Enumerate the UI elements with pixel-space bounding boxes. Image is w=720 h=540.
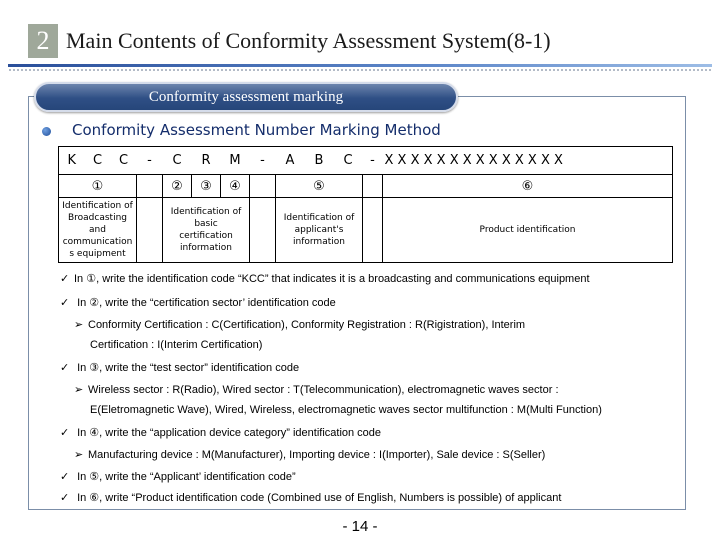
note-text: In ⑥, write “Product identification code (Combined use of English, Numbers is possible) of applicant [77,492,562,504]
description-cell: Identification of basic certification information [163,198,250,263]
note-check [60,426,381,439]
description-cell: Identification of applicant's information [276,198,363,263]
check-icon: ✓ [60,471,70,483]
note-arrow [74,448,545,461]
marker-6: ⑥ [383,175,673,198]
code-row [59,147,673,175]
blank-cell [250,175,276,198]
marker-2: ② [163,175,192,198]
note-text: In ⑤, write the “Applicant’ identification code” [77,471,296,483]
note-check [60,491,561,504]
code-cell: R [192,147,221,175]
note-arrow [74,318,525,331]
marker-4: ④ [221,175,250,198]
blank-cell [250,198,276,263]
description-row [59,198,673,263]
note-text: Manufacturing device : M(Manufacturer), Importing device : I(Importer), Sale device : S(Seller) [88,449,546,461]
code-cell: K [59,147,85,175]
blank-cell [363,198,383,263]
separator-cell: - [363,147,383,175]
note-check [60,272,590,285]
title-underline [8,64,712,67]
arrow-icon: ➢ [74,449,84,461]
arrow-icon: ➢ [74,384,84,396]
note-text: In ②, write the “certification sector’ identification code [77,297,336,309]
method-heading: Conformity Assessment Number Marking Method [72,121,441,139]
separator-cell: - [250,147,276,175]
note-check [60,470,296,483]
page-number: - 14 - [342,518,378,535]
code-cell: C [111,147,137,175]
note-text: Certification : I(Interim Certification) [90,339,263,351]
marker-3: ③ [192,175,221,198]
blank-cell [137,198,163,263]
note-text: In ①, write the identification code “KCC” that indicates it is a broadcasting and communications equipment [74,273,590,285]
description-cell: Identification of Broadcasting and communication s equipment [59,198,137,263]
blank-cell [363,175,383,198]
blank-cell [137,175,163,198]
note-text: Conformity Certification : C(Certification), Conformity Registration : R(Rigistration), Interim [88,319,526,331]
note-arrow [74,383,559,396]
note-continuation [90,339,262,351]
bullet-dot-icon [42,127,51,136]
section-tab: Conformity assessment marking [34,82,458,112]
page-title: Main Contents of Conformity Assessment System(8-1) [66,28,551,53]
marker-1: ① [59,175,137,198]
separator-cell: - [137,147,163,175]
product-code-cell: X X X X X X X X X X X X X X [383,147,673,175]
check-icon: ✓ [60,297,70,309]
marking-table [58,146,673,263]
note-text: In ③, write the “test sector” identification code [77,362,300,374]
note-check [60,296,336,309]
code-cell: A [276,147,305,175]
note-check [60,361,299,374]
note-continuation [90,404,602,416]
marker-5: ⑤ [276,175,363,198]
code-cell: C [163,147,192,175]
code-cell: C [85,147,111,175]
check-icon: ✓ [60,427,70,439]
note-text: Wireless sector : R(Radio), Wired sector : T(Telecommunication), electromagnetic waves sector : [88,384,559,396]
code-cell: C [334,147,363,175]
note-text: E(Eletromagnetic Wave), Wired, Wireless, electromagnetic waves sector multifunction : M(Multi Function) [90,404,602,416]
code-cell: B [305,147,334,175]
code-cell: M [221,147,250,175]
check-icon: ✓ [60,362,70,374]
description-cell: Product identification [383,198,673,263]
check-icon: ✓ [60,492,70,504]
arrow-icon: ➢ [74,319,84,331]
title-dotted-rule [8,69,712,71]
note-text: In ④, write the “application device category” identification code [77,427,382,439]
marker-row [59,175,673,198]
check-icon: ✓ [60,273,70,285]
section-number-badge: 2 [28,24,58,58]
